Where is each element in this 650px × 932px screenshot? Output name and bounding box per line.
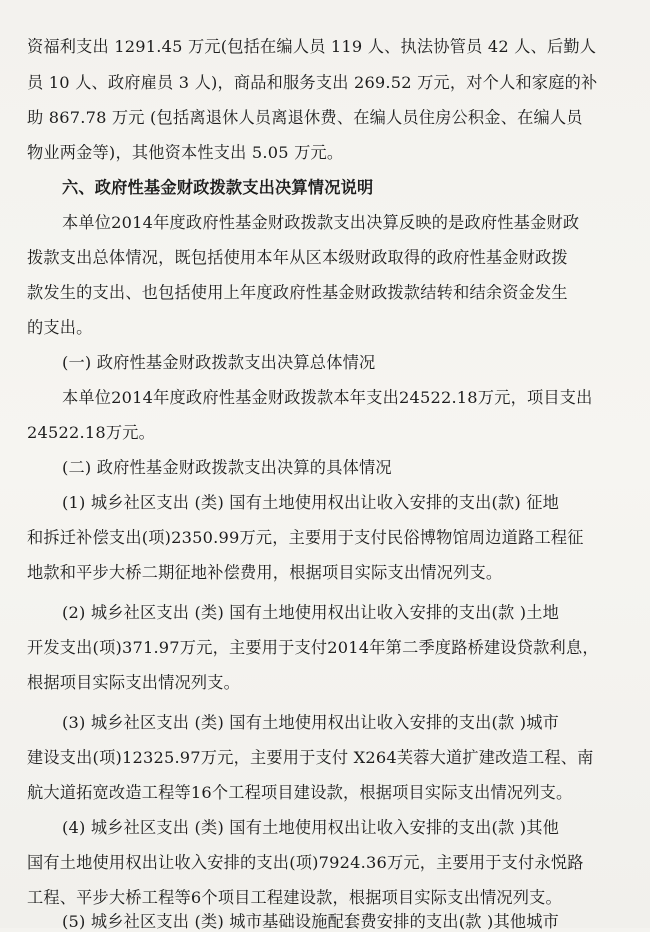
text-line: (1) 城乡社区支出 (类) 国有土地使用权出让收入安排的支出(款) 征地 <box>62 493 560 512</box>
text-line: 开发支出(项)371.97万元，主要用于支付2014年第二季度路桥建设贷款利息， <box>27 638 599 657</box>
text-line: 款发生的支出、也包括使用上年度政府性基金财政拨款结转和结余资金发生 <box>27 283 568 302</box>
text-line: 和拆迁补偿支出(项)2350.99万元，主要用于支付民俗博物馆周边道路工程征 <box>27 528 584 547</box>
text-line: 拨款支出总体情况，既包括使用本年从区本级财政取得的政府性基金财政拨 <box>27 248 568 267</box>
text-line: (4) 城乡社区支出 (类) 国有土地使用权出让收入安排的支出(款 )其他 <box>62 818 560 837</box>
text-line: 资福利支出 1291.45 万元(包括在编人员 119 人、执法协管员 42 人、后勤人 <box>27 37 597 56</box>
text-line: 助 867.78 万元 (包括离退休人员离退休费、在编人员住房公积金、在编人员 <box>27 108 583 127</box>
text-line: 员 10 人、政府雇员 3 人)，商品和服务支出 269.52 万元，对个人和家庭的补 <box>27 73 598 92</box>
text-line: 物业两金等)，其他资本性支出 5.05 万元。 <box>27 143 344 162</box>
text-line: (3) 城乡社区支出 (类) 国有土地使用权出让收入安排的支出(款 )城市 <box>62 713 560 732</box>
text-line: 根据项目实际支出情况列支。 <box>27 673 241 692</box>
text-line: 本单位2014年度政府性基金财政拨款支出决算反映的是政府性基金财政 <box>62 213 580 232</box>
text-line: 国有土地使用权出让收入安排的支出(项)7924.36万元，主要用于支付永悦路 <box>27 853 584 872</box>
text-line: 建设支出(项)12325.97万元，主要用于支付 X264芙蓉大道扩建改造工程、南 <box>27 748 594 767</box>
text-line: (5) 城乡社区支出 (类) 城市基础设施配套费安排的支出(款 )其他城市 <box>62 912 560 931</box>
text-line: 工程、平步大桥工程等6个项目工程建设款，根据项目实际支出情况列支。 <box>27 888 562 907</box>
text-line: 本单位2014年度政府性基金财政拨款本年支出24522.18万元，项目支出 <box>62 388 593 407</box>
text-line: 24522.18万元。 <box>27 423 156 442</box>
subsection-heading: (一) 政府性基金财政拨款支出决算总体情况 <box>62 353 376 372</box>
subsection-heading: (二) 政府性基金财政拨款支出决算的具体情况 <box>62 458 392 477</box>
section-heading: 六、政府性基金财政拨款支出决算情况说明 <box>62 178 374 197</box>
text-line: 地款和平步大桥二期征地补偿费用，根据项目实际支出情况列支。 <box>27 563 503 582</box>
text-line: 的支出。 <box>27 318 93 337</box>
text-line: (2) 城乡社区支出 (类) 国有土地使用权出让收入安排的支出(款 )土地 <box>62 603 560 622</box>
text-line: 航大道拓宽改造工程等16个工程项目建设款，根据项目实际支出情况列支。 <box>27 783 573 802</box>
